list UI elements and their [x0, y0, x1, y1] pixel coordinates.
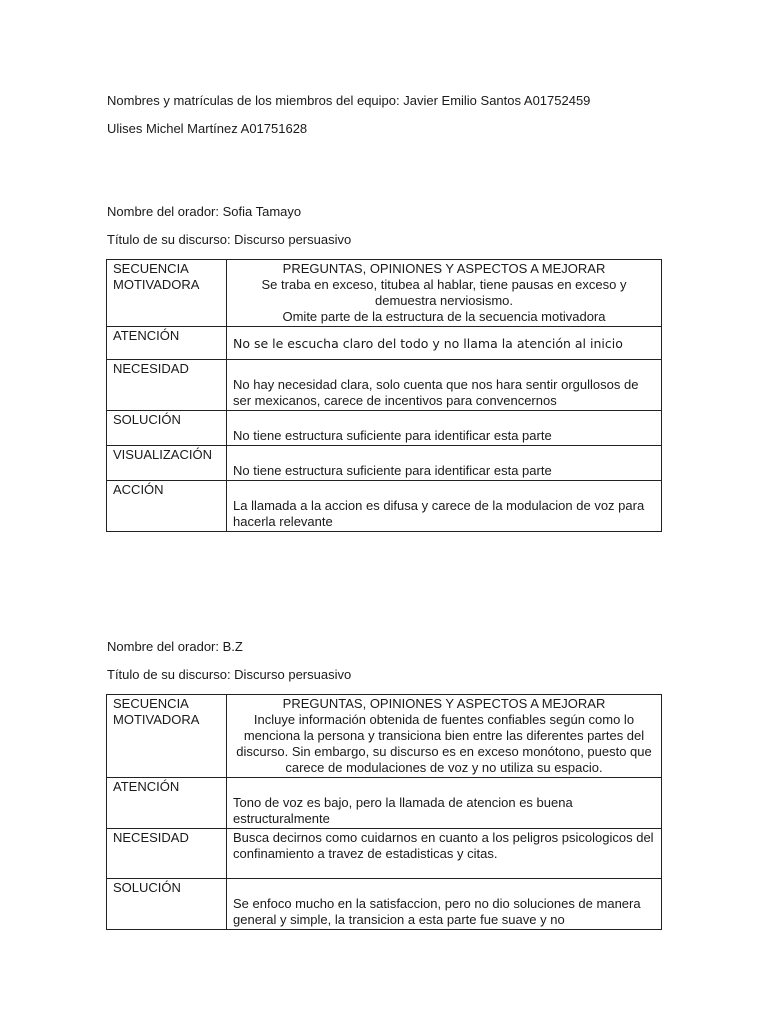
- table-row: [107, 879, 662, 930]
- table-header-row: [107, 695, 662, 778]
- table-row: [107, 778, 662, 829]
- team-members-line: Nombres y matrículas de los miembros del equipo: Javier Emilio Santos A01752459: [107, 93, 591, 108]
- speaker2-evaluation-table: [106, 694, 662, 930]
- table-header-row: [107, 260, 662, 327]
- row-comment-cell: [227, 411, 662, 446]
- header-comment: Incluye información obtenida de fuentes confiables según como lo menciona la persona y transiciona bien entre las diferentes partes del discurso. Sin embargo, su discurso es en exceso monótono, puesto que carece de modulaciones de voz y no utiliza su espacio.: [236, 712, 652, 775]
- row-label: ACCIÓN: [107, 481, 227, 532]
- row-label: ATENCIÓN: [107, 778, 227, 829]
- row-label: NECESIDAD: [107, 360, 227, 411]
- row-comment-cell: [227, 360, 662, 411]
- row-label: VISUALIZACIÓN: [107, 446, 227, 481]
- header-label-cell: [107, 260, 227, 327]
- header-comment-2: demuestra nerviosismo.: [375, 293, 513, 308]
- header-content-cell: [227, 695, 662, 778]
- speaker1-speech-title: Título de su discurso: Discurso persuasivo: [107, 232, 352, 247]
- table-row: [107, 481, 662, 532]
- row-comment-cell: [227, 879, 662, 930]
- table-row: [107, 446, 662, 481]
- row-comment: No tiene estructura suficiente para identificar esta parte: [233, 463, 552, 478]
- row-comment: La llamada a la accion es difusa y carece de la modulacion de voz para hacerla relevante: [233, 498, 645, 529]
- row-comment-cell: [227, 446, 662, 481]
- row-label: SOLUCIÓN: [107, 411, 227, 446]
- table-row: [107, 327, 662, 360]
- row-label: SOLUCIÓN: [107, 879, 227, 930]
- row-comment: No se le escucha claro del todo y no llama la atención al inicio: [233, 336, 623, 351]
- header-title: PREGUNTAS, OPINIONES Y ASPECTOS A MEJORAR: [282, 696, 606, 711]
- speaker1-name: Nombre del orador: Sofia Tamayo: [107, 204, 302, 219]
- header-label-line-1: SECUENCIA: [113, 261, 189, 276]
- header-label-cell: [107, 695, 227, 778]
- row-comment: Busca decirnos como cuidarnos en cuanto a los peligros psicologicos del confinamiento a travez de estadisticas y citas.: [233, 830, 654, 861]
- row-comment: Se enfoco mucho en la satisfaccion, pero no dio soluciones de manera general y simple, la transicion a esta parte fue suave y no: [233, 896, 641, 927]
- speaker2-name: Nombre del orador: B.Z: [107, 639, 243, 654]
- header-comment-3: Omite parte de la estructura de la secuencia motivadora: [282, 309, 606, 324]
- row-comment-cell: [227, 778, 662, 829]
- header-label-line-2: MOTIVADORA: [113, 277, 200, 292]
- header-label-line-1: SECUENCIA: [113, 696, 189, 711]
- header-title: PREGUNTAS, OPINIONES Y ASPECTOS A MEJORAR: [282, 261, 606, 276]
- row-label: ATENCIÓN: [107, 327, 227, 360]
- row-comment: No tiene estructura suficiente para identificar esta parte: [233, 428, 552, 443]
- header-comment-1: Se traba en exceso, titubea al hablar, tiene pausas en exceso y: [261, 277, 627, 292]
- row-comment-cell: [227, 481, 662, 532]
- row-label: NECESIDAD: [107, 829, 227, 879]
- speaker1-evaluation-table: [106, 259, 662, 532]
- team-members-line-2: Ulises Michel Martínez A01751628: [107, 121, 308, 136]
- table-row: [107, 829, 662, 879]
- table-row: [107, 360, 662, 411]
- row-comment-cell: [227, 829, 662, 879]
- speaker2-speech-title: Título de su discurso: Discurso persuasivo: [107, 667, 352, 682]
- header-label-line-2: MOTIVADORA: [113, 712, 200, 727]
- row-comment-cell: [227, 327, 662, 360]
- header-content-cell: [227, 260, 662, 327]
- table-row: [107, 411, 662, 446]
- row-comment: Tono de voz es bajo, pero la llamada de atencion es buena estructuralmente: [233, 795, 573, 826]
- row-comment: No hay necesidad clara, solo cuenta que nos hara sentir orgullosos de ser mexicanos, carece de incentivos para convencernos: [233, 377, 639, 408]
